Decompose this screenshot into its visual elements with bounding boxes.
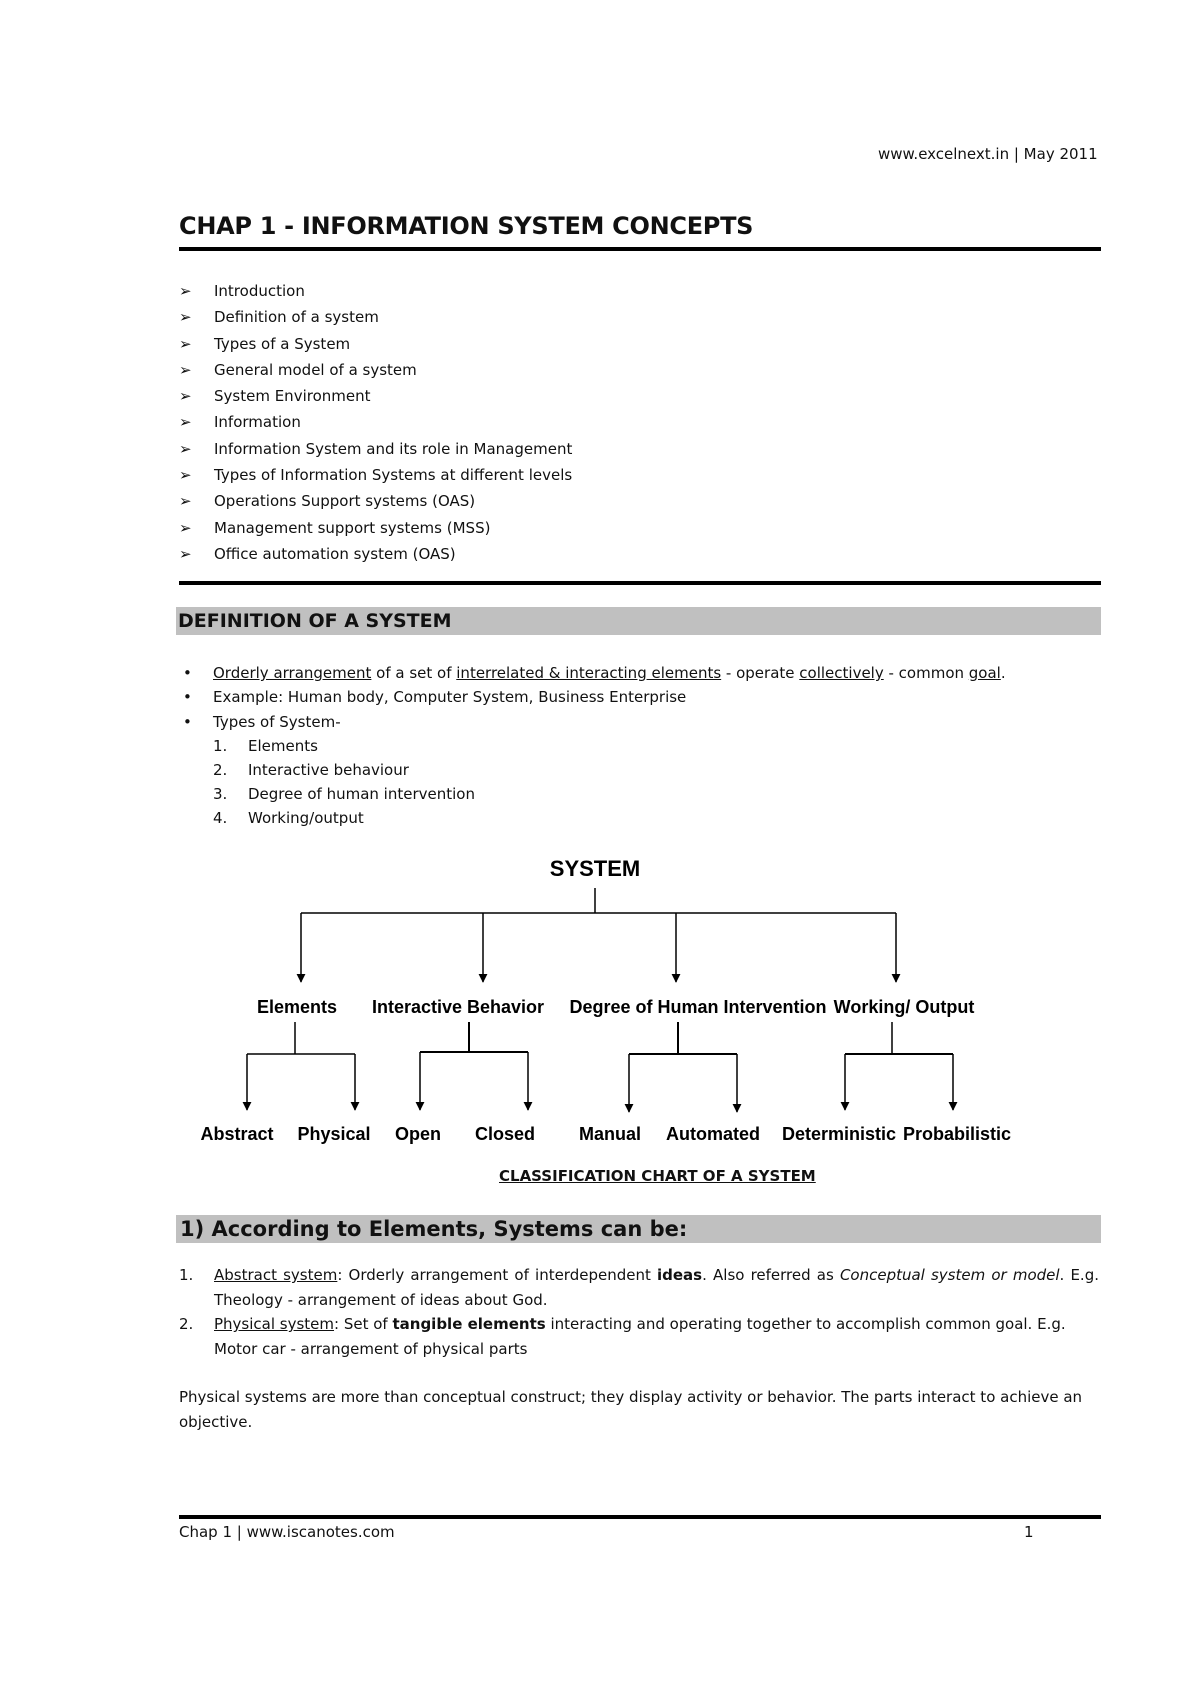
physical-systems-paragraph: Physical systems are more than conceptual construct; they display activity or behavior. The parts interact to achieve an objective. [179, 1388, 1083, 1431]
arrow-bullet-icon: ➢ [179, 334, 192, 353]
section-heading-bar [176, 607, 1101, 635]
list-item: ➢ Operations Support systems (OAS) [179, 488, 572, 514]
arrow-bullet-icon: ➢ [179, 413, 192, 432]
list-item: ➢ Information [179, 409, 572, 435]
page-footer: Chap 1 | www.iscanotes.com [179, 1523, 395, 1541]
topics-list [179, 278, 572, 567]
arrow-bullet-icon: ➢ [179, 492, 192, 511]
bullet-icon: • [183, 688, 192, 707]
list-item: 4. Working/output [213, 809, 364, 827]
chart-root-label: SYSTEM [549, 856, 641, 881]
title-rule [179, 247, 1101, 251]
leaf-label: Open [394, 1124, 442, 1144]
leaf-label: Physical [297, 1124, 371, 1144]
arrow-bullet-icon: ➢ [179, 387, 192, 406]
physical-system-item: 2. Physical system: Set of tangible elements interacting and operating together to accomplish common goal. E.g. Motor car - arrangement of physical parts [179, 1315, 1066, 1358]
list-item: ➢ Office automation system (OAS) [179, 541, 572, 567]
list-item: ➢ Types of a System [179, 331, 572, 357]
arrow-bullet-icon: ➢ [179, 518, 192, 537]
leaf-label: Automated [666, 1124, 760, 1144]
list-item: ➢ General model of a system [179, 357, 572, 383]
category-label: Elements [256, 997, 338, 1017]
section-divider [179, 581, 1101, 585]
list-item: • Types of System- [183, 710, 1006, 734]
list-item: ➢ Definition of a system [179, 304, 572, 330]
arrow-bullet-icon: ➢ [179, 308, 192, 327]
leaf-label: Manual [578, 1124, 642, 1144]
list-item: ➢ Management support systems (MSS) [179, 515, 572, 541]
abstract-system-item: 1. Abstract system: Orderly arrangement of interdependent ideas. Also referred as Conceptual system or model. E.g. Theology - arrangement of ideas about God. [179, 1266, 1099, 1309]
list-item: 3. Degree of human intervention [213, 785, 475, 803]
page-number: 1 [1024, 1523, 1034, 1541]
bullet-icon: • [183, 664, 192, 682]
list-item: ➢ System Environment [179, 383, 572, 409]
elements-heading: 1) According to Elements, Systems can be: [180, 1217, 688, 1241]
list-item: • Orderly arrangement of a set of interrelated & interacting elements - operate collectively - common goal. [183, 661, 1006, 685]
arrow-bullet-icon: ➢ [179, 439, 192, 458]
list-item: ➢ Information System and its role in Management [179, 436, 572, 462]
list-item: • Example: Human body, Computer System, Business Enterprise [183, 685, 1006, 709]
chapter-title: CHAP 1 - INFORMATION SYSTEM CONCEPTS [179, 212, 754, 240]
bullet-icon: • [183, 712, 192, 731]
footer-rule [179, 1515, 1101, 1519]
chart-caption: CLASSIFICATION CHART OF A SYSTEM [499, 1167, 816, 1185]
section-heading-bar [176, 1215, 1101, 1243]
arrow-bullet-icon: ➢ [179, 544, 192, 563]
category-label: Interactive Behavior [371, 997, 545, 1017]
list-item: ➢ Introduction [179, 278, 572, 304]
definition-bullets [183, 661, 1006, 734]
category-label: Working/ Output [833, 997, 975, 1017]
list-item: ➢ Types of Information Systems at different levels [179, 462, 572, 488]
category-label: Degree of Human Intervention [569, 997, 827, 1017]
types-list [213, 734, 475, 830]
leaf-label: Abstract [200, 1124, 274, 1144]
classification-chart [0, 840, 1200, 1160]
arrow-bullet-icon: ➢ [179, 282, 192, 300]
list-item: 2. Interactive behaviour [213, 761, 409, 779]
leaf-label: Closed [474, 1124, 536, 1144]
leaf-label: Probabilistic [902, 1124, 1012, 1144]
arrow-bullet-icon: ➢ [179, 466, 192, 485]
leaf-label: Deterministic [781, 1124, 897, 1144]
arrow-bullet-icon: ➢ [179, 360, 192, 379]
page-header: www.excelnext.in | May 2011 [878, 145, 1098, 163]
definition-heading: DEFINITION OF A SYSTEM [178, 610, 452, 632]
list-item: 1. Elements [213, 737, 318, 755]
